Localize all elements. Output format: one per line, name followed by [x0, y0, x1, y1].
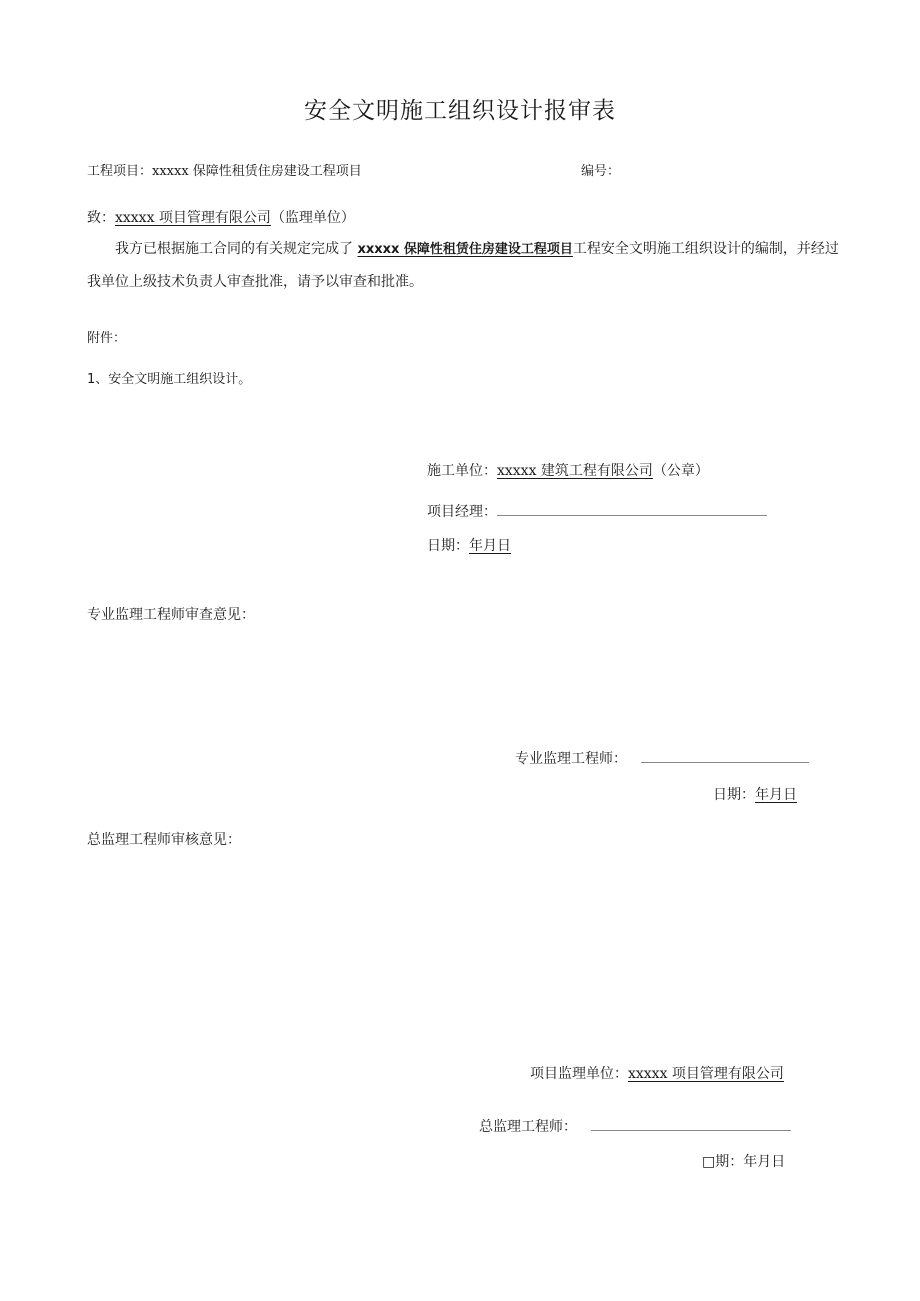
chief-date-value: 年月日 [743, 1154, 786, 1170]
chief-unit-label: 项目监理单位： [530, 1066, 628, 1082]
specialist-date-line [713, 784, 797, 804]
contractor-date-value: 年月日 [469, 538, 511, 554]
number-label: 编号： [581, 164, 621, 179]
chief-engineer-line [479, 1116, 791, 1136]
chief-opinion-label: 总监理工程师审核意见： [87, 832, 241, 848]
contractor-date-line [427, 535, 511, 555]
attachments-label: 附件： [87, 331, 127, 346]
contractor-date-label: 日期： [427, 538, 469, 554]
contractor-unit-label: 施工单位： [427, 463, 497, 479]
specialist-date-value: 年月日 [755, 787, 797, 803]
contractor-unit-suffix: （公章） [652, 463, 709, 479]
project-label: 工程项目： [87, 164, 153, 179]
addressee-prefix: 致： [87, 210, 115, 226]
manager-line [427, 501, 767, 521]
specialist-signature-line [641, 750, 809, 763]
body-paragraph [87, 233, 847, 299]
chief-date-line [702, 1151, 785, 1171]
chief-date-label: □期： [702, 1154, 744, 1170]
attachment-item-1: 1、安全文明施工组织设计。 [87, 372, 252, 387]
body-project: xxxxx 保障性租赁住房建设工程项目 [357, 242, 573, 257]
page-title: 安全文明施工组织设计报审表 [304, 98, 616, 124]
addressee-org: xxxxx 项目管理有限公司 [115, 210, 271, 226]
body-text-2: 工程安全文明施工组织设计的编制，并经过我单位上级技术负责人审查批准，请予以审查和批准。 [87, 241, 839, 290]
contractor-unit-name: xxxxx 建筑工程有限公司 [497, 463, 653, 479]
project-field [87, 160, 362, 179]
specialist-engineer-label: 专业监理工程师： [515, 751, 627, 767]
addressee-line [87, 207, 355, 227]
specialist-engineer-line [515, 748, 809, 768]
specialist-opinion-label: 专业监理工程师审查意见： [87, 607, 255, 623]
specialist-date-label: 日期： [713, 787, 755, 803]
contractor-unit-line [427, 460, 709, 480]
addressee-suffix: （监理单位） [270, 210, 355, 226]
manager-label: 项目经理： [427, 504, 497, 520]
chief-signature-line [591, 1118, 791, 1131]
body-text-1: 我方已根据施工合同的有关规定完成了 [115, 241, 358, 257]
chief-unit-name: xxxxx 项目管理有限公司 [628, 1066, 784, 1082]
chief-unit-line [530, 1063, 784, 1083]
chief-engineer-label: 总监理工程师： [479, 1119, 577, 1135]
manager-signature-line [497, 503, 767, 516]
project-name: xxxxx 保障性租赁住房建设工程项目 [152, 164, 362, 179]
